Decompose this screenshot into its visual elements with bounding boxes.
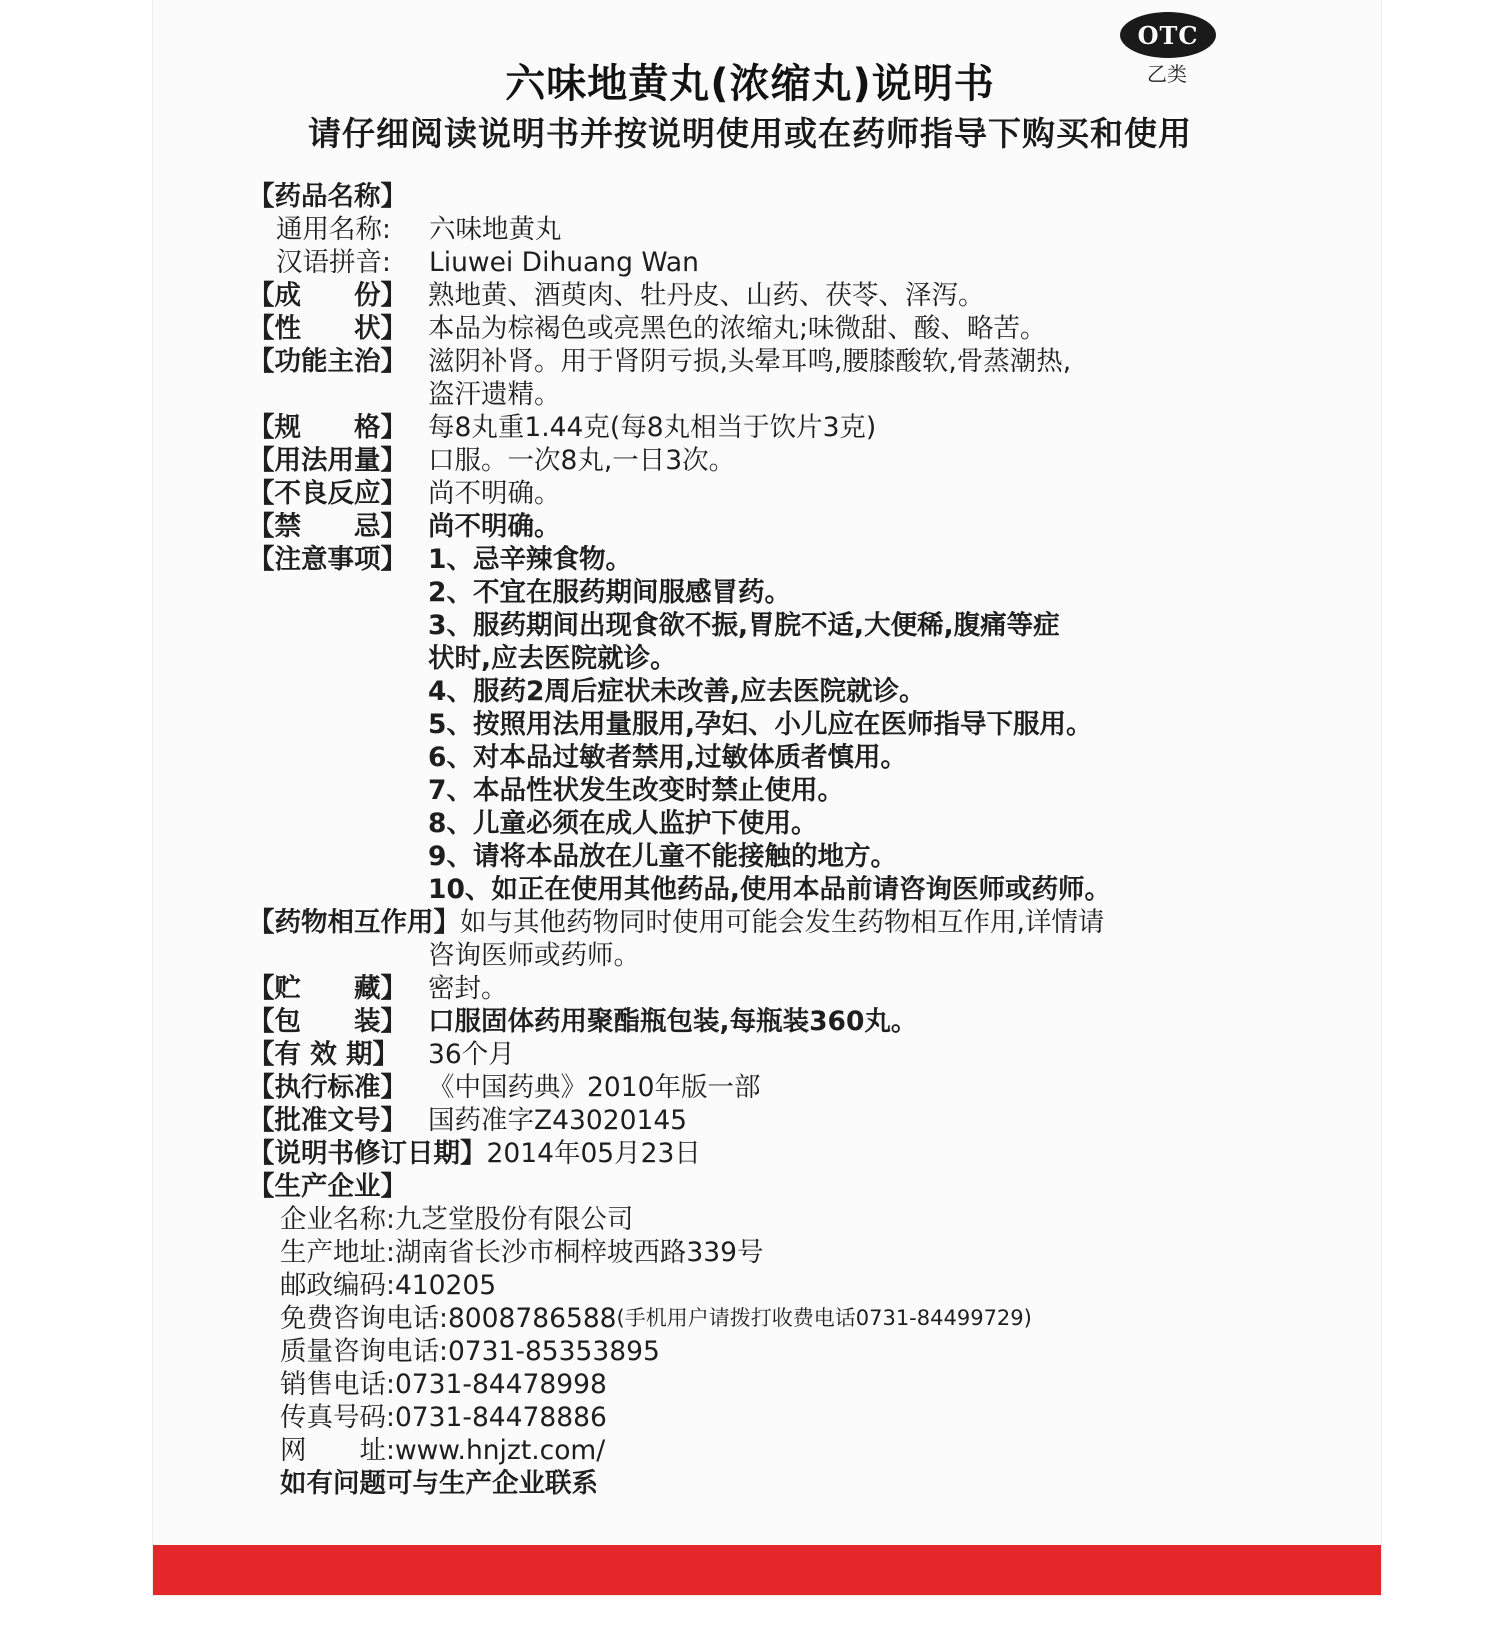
adverse-value: 尚不明确。 — [428, 478, 561, 509]
manufacturer-sales-value: 0731-84478998 — [394, 1369, 607, 1400]
precaution-item: 1、忌辛辣食物。 — [428, 544, 632, 575]
manufacturer-web-row — [248, 1434, 1308, 1467]
manufacturer-sales-row — [248, 1368, 1308, 1401]
precaution-item: 6、对本品过敏者禁用,过敏体质者慎用。 — [428, 742, 908, 773]
specification-value: 每8丸重1.44克(每8丸相当于饮片3克) — [428, 412, 877, 443]
indications-label: 【功能主治】 — [248, 346, 407, 377]
section-properties — [248, 312, 1308, 345]
indications-line-2: 盗汗遗精。 — [428, 379, 561, 410]
section-packaging — [248, 1005, 1308, 1038]
manufacturer-hotline-note: (手机用户请拨打收费电话0731-84499729) — [616, 1306, 1032, 1330]
contraindications-value: 尚不明确。 — [428, 511, 561, 542]
footer-note: 如有问题可与生产企业联系 — [280, 1468, 598, 1499]
manufacturer-hotline-row — [248, 1302, 1308, 1335]
otc-badge-text: OTC — [1137, 20, 1199, 50]
interactions-line-2: 咨询医师或药师。 — [428, 940, 640, 971]
generic-name-label: 通用名称: — [276, 214, 391, 245]
standard-value: 《中国药典》2010年版一部 — [428, 1072, 761, 1103]
section-revision-date — [248, 1137, 1308, 1170]
manufacturer-address-value: 湖南省长沙市桐梓坡西路339号 — [394, 1237, 764, 1268]
revision-value: 2014年05月23日 — [486, 1138, 701, 1169]
contraindications-label: 【禁 忌】 — [248, 511, 407, 542]
standard-label: 【执行标准】 — [248, 1072, 407, 1103]
pinyin-row — [248, 246, 1308, 279]
manufacturer-postcode-row — [248, 1269, 1308, 1302]
packaging-label: 【包 装】 — [248, 1006, 407, 1037]
pinyin-value: Liuwei Dihuang Wan — [429, 247, 699, 278]
pinyin-label: 汉语拼音: — [276, 247, 391, 278]
section-validity — [248, 1038, 1308, 1071]
manufacturer-name-value: 九芝堂股份有限公司 — [394, 1204, 634, 1235]
precaution-item: 5、按照用法用量服用,孕妇、小儿应在医师指导下服用。 — [428, 709, 1093, 740]
document-title: 六味地黄丸(浓缩丸)说明书 — [505, 61, 995, 107]
section-approval — [248, 1104, 1308, 1137]
manufacturer-label: 【生产企业】 — [248, 1171, 407, 1202]
packaging-value: 口服固体药用聚酯瓶包装,每瓶装360丸。 — [428, 1006, 918, 1037]
precaution-item: 8、儿童必须在成人监护下使用。 — [428, 808, 818, 839]
precautions-label: 【注意事项】 — [248, 544, 407, 575]
manufacturer-postcode-label: 邮政编码: — [280, 1270, 395, 1301]
revision-label: 【说明书修订日期】 — [248, 1138, 487, 1169]
manufacturer-hotline-label: 免费咨询电话: — [280, 1303, 448, 1334]
section-ingredients — [248, 279, 1308, 312]
properties-label: 【性 状】 — [248, 313, 407, 344]
precaution-item: 9、请将本品放在儿童不能接触的地方。 — [428, 841, 897, 872]
manufacturer-address-label: 生产地址: — [280, 1237, 395, 1268]
section-interactions — [248, 906, 1308, 939]
approval-label: 【批准文号】 — [248, 1105, 407, 1136]
section-indications — [248, 345, 1308, 378]
storage-label: 【贮 藏】 — [248, 973, 407, 1004]
manufacturer-hotline-value: 8008786588 — [447, 1303, 617, 1334]
manufacturer-web-value: www.hnjzt.com/ — [394, 1435, 606, 1466]
document-subtitle: 请仔细阅读说明书并按说明使用或在药师指导下购买和使用 — [308, 114, 1192, 153]
section-specification — [248, 411, 1308, 444]
drug-name-label: 【药品名称】 — [248, 181, 407, 212]
precaution-item: 状时,应去医院就诊。 — [428, 643, 677, 674]
validity-value: 36个月 — [428, 1039, 515, 1070]
manufacturer-sales-label: 销售电话: — [280, 1369, 395, 1400]
manufacturer-name-label: 企业名称: — [280, 1204, 395, 1235]
red-footer-band — [153, 1545, 1381, 1595]
manufacturer-quality-row — [248, 1335, 1308, 1368]
section-adverse-reactions — [248, 477, 1308, 510]
manufacturer-fax-row — [248, 1401, 1308, 1434]
validity-label: 【有 效 期】 — [248, 1039, 399, 1070]
otc-category: 乙类 — [1147, 62, 1187, 86]
section-manufacturer — [248, 1170, 1308, 1203]
section-storage — [248, 972, 1308, 1005]
manufacturer-web-label: 网 址: — [280, 1435, 395, 1466]
manufacturer-name-row — [248, 1203, 1308, 1236]
precaution-item: 10、如正在使用其他药品,使用本品前请咨询医师或药师。 — [428, 874, 1111, 905]
ingredients-label: 【成 份】 — [248, 280, 407, 311]
manufacturer-address-row — [248, 1236, 1308, 1269]
dosage-value: 口服。一次8丸,一日3次。 — [428, 445, 736, 476]
section-standard — [248, 1071, 1308, 1104]
manufacturer-quality-label: 质量咨询电话: — [280, 1336, 448, 1367]
manufacturer-quality-value: 0731-85353895 — [447, 1336, 660, 1367]
approval-value: 国药准字Z43020145 — [428, 1105, 688, 1136]
specification-label: 【规 格】 — [248, 412, 407, 443]
interactions-line-1: 如与其他药物同时使用可能会发生药物相互作用,详情请 — [460, 907, 1105, 938]
leaflet-content — [248, 180, 1308, 1500]
interactions-label: 【药物相互作用】 — [248, 907, 460, 938]
ingredients-value: 熟地黄、酒萸肉、牡丹皮、山药、茯苓、泽泻。 — [428, 280, 985, 311]
section-precautions — [248, 543, 1308, 576]
indications-line-1: 滋阴补肾。用于肾阴亏损,头晕耳鸣,腰膝酸软,骨蒸潮热, — [428, 346, 1072, 377]
generic-name-row — [248, 213, 1308, 246]
properties-value: 本品为棕褐色或亮黑色的浓缩丸;味微甜、酸、略苦。 — [428, 313, 1047, 344]
section-drug-name — [248, 180, 1308, 213]
section-contraindications — [248, 510, 1308, 543]
manufacturer-fax-value: 0731-84478886 — [394, 1402, 607, 1433]
manufacturer-postcode-value: 410205 — [394, 1270, 497, 1301]
precaution-item: 7、本品性状发生改变时禁止使用。 — [428, 775, 844, 806]
manufacturer-fax-label: 传真号码: — [280, 1402, 395, 1433]
storage-value: 密封。 — [428, 973, 508, 1004]
section-dosage — [248, 444, 1308, 477]
precaution-item: 3、服药期间出现食欲不振,胃脘不适,大便稀,腹痛等症 — [428, 610, 1060, 641]
dosage-label: 【用法用量】 — [248, 445, 407, 476]
generic-name-value: 六味地黄丸 — [429, 214, 562, 245]
adverse-label: 【不良反应】 — [248, 478, 407, 509]
precaution-item: 2、不宜在服药期间服感冒药。 — [428, 577, 791, 608]
precaution-item: 4、服药2周后症状未改善,应去医院就诊。 — [428, 676, 926, 707]
